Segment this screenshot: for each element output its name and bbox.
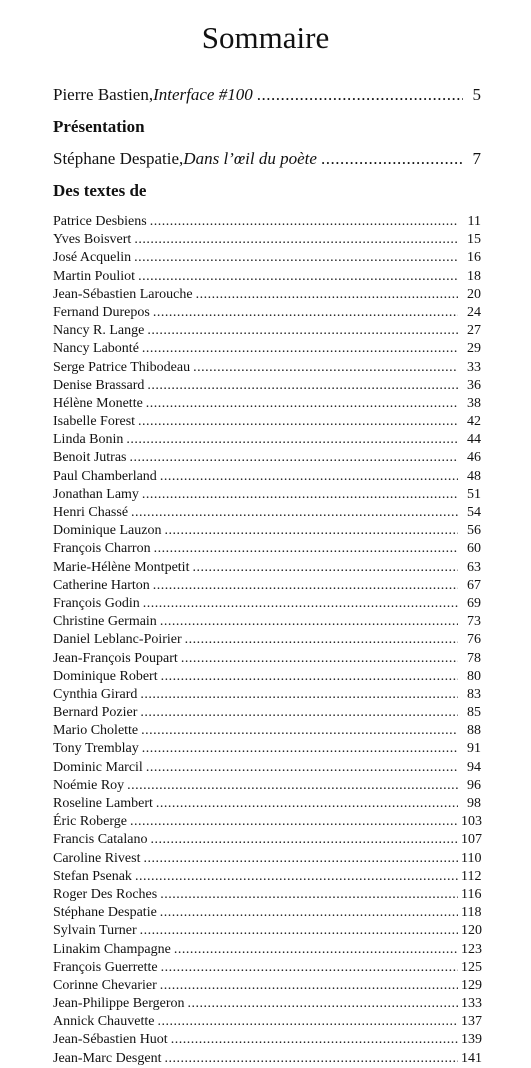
toc-entry: [53, 540, 481, 558]
entry-page-number: 83: [467, 686, 481, 702]
contributor-name: Noémie Roy: [53, 777, 125, 793]
toc-entry: [53, 977, 481, 995]
contributor-name: Roger Des Roches: [53, 886, 158, 902]
dot-leader: [257, 84, 463, 106]
contributor-name: Martin Pouliot: [53, 268, 136, 284]
dot-leader: [138, 413, 458, 431]
entry-page-number: 123: [461, 941, 482, 957]
dot-leader: [185, 631, 458, 649]
toc-entry: [53, 213, 481, 231]
toc-entry: [53, 359, 481, 377]
toc-entry: [53, 886, 481, 904]
toc-entry: [53, 959, 481, 977]
dot-leader: [131, 504, 458, 522]
toc-entry: [53, 813, 481, 831]
contributor-name: Christine Germain: [53, 614, 157, 630]
entry-page-number: 69: [467, 595, 481, 611]
dot-leader: [126, 431, 458, 449]
contributor-name: Roseline Lambert: [53, 796, 153, 811]
dot-leader: [140, 704, 458, 722]
contributor-name: Dominique Lauzon: [53, 523, 162, 539]
section-heading-presentation: Présentation: [53, 117, 145, 136]
toc-entry: [53, 722, 481, 740]
dot-leader: [171, 1031, 458, 1049]
dot-leader: [160, 904, 458, 922]
entry-page-number: 73: [467, 614, 481, 630]
contributor-name: Bernard Pozier: [53, 705, 138, 721]
contributor-name: François Guerrette: [53, 959, 158, 975]
toc-entry: [53, 522, 481, 540]
entry-author: Stéphane Despatie,: [53, 149, 184, 168]
toc-entry: [53, 922, 481, 940]
toc-entry: [53, 468, 481, 486]
entry-page-number: 20: [467, 286, 481, 302]
toc-entry: [53, 595, 481, 613]
entry-page-number: 15: [467, 232, 481, 248]
entry-page-number: 51: [467, 486, 481, 502]
entry-work-title: Interface #100: [153, 85, 253, 104]
entry-author: Pierre Bastien,: [53, 85, 154, 104]
dot-leader: [188, 995, 458, 1013]
dot-leader: [192, 559, 458, 577]
dot-leader: [153, 304, 458, 322]
dot-leader: [143, 595, 458, 613]
toc-entry: [53, 868, 481, 886]
toc-entry: [53, 740, 481, 758]
page-title: Sommaire: [201, 20, 330, 55]
dot-leader: [147, 322, 458, 340]
contributor-name: Caroline Rivest: [53, 850, 141, 866]
contributor-name: Nancy Labonté: [53, 341, 139, 357]
dot-leader: [181, 650, 458, 668]
contributor-name: Annick Chauvette: [53, 1014, 155, 1030]
toc-entry: [53, 486, 481, 504]
dot-leader: [160, 468, 458, 486]
dot-leader: [140, 686, 458, 704]
entry-page-number: 78: [467, 650, 481, 666]
dot-leader: [160, 977, 458, 995]
entry-page-number: 88: [467, 723, 481, 739]
dot-leader: [142, 340, 458, 358]
contributor-name: Nancy R. Lange: [53, 323, 145, 339]
entry-page-number: 33: [467, 359, 481, 375]
entry-page-number: 120: [461, 923, 482, 939]
entry-work-title: Dans l’œil du poète: [183, 149, 317, 168]
contributor-name: Jean-Philippe Bergeron: [53, 996, 185, 1012]
entry-page-number: 44: [467, 432, 481, 448]
dot-leader: [174, 941, 458, 959]
entry-page-number: 11: [467, 214, 481, 229]
contributor-name: Linakim Champagne: [53, 941, 171, 957]
entry-page-number: 67: [467, 577, 481, 593]
toc-entry: [53, 1031, 481, 1049]
entry-page-number: 5: [472, 85, 481, 104]
entry-page-number: 18: [467, 268, 481, 284]
dot-leader: [138, 268, 458, 286]
toc-entry: [53, 941, 481, 959]
toc-entry: [53, 286, 481, 304]
dot-leader: [193, 359, 458, 377]
dot-leader: [147, 377, 458, 395]
contributor-name: François Godin: [53, 595, 140, 611]
toc-entry: [53, 795, 481, 813]
toc-entry: [53, 504, 481, 522]
dot-leader: [164, 522, 458, 540]
toc-entry: [53, 850, 481, 868]
entry-page-number: 7: [472, 149, 481, 168]
toc-entry: [53, 449, 481, 467]
entry-page-number: 85: [467, 705, 481, 721]
contributor-name: José Acquelin: [53, 250, 132, 266]
contributor-name: Daniel Leblanc-Poirier: [53, 632, 182, 648]
toc-entry: [53, 650, 481, 668]
toc-entry: [53, 577, 481, 595]
contributor-name: Francis Catalano: [53, 832, 148, 848]
toc-entry: [53, 322, 481, 340]
contributor-name: Yves Boisvert: [53, 232, 132, 248]
section-heading-textes: Des textes de: [53, 181, 147, 200]
contributor-name: Isabelle Forest: [53, 414, 136, 430]
contributor-name: Sylvain Turner: [53, 923, 137, 939]
entry-page-number: 139: [461, 1032, 482, 1048]
dot-leader: [150, 213, 458, 231]
contributor-name: Dominique Robert: [53, 668, 158, 684]
dot-leader: [127, 777, 458, 795]
contributor-name: Serge Patrice Thibodeau: [53, 359, 191, 375]
contributor-name: Stéphane Despatie: [53, 905, 157, 921]
entry-page-number: 48: [467, 468, 481, 484]
toc-entry: [53, 995, 481, 1013]
contributor-name: Linda Bonin: [53, 432, 124, 448]
dot-leader: [140, 922, 458, 940]
contributor-name: Jonathan Lamy: [53, 486, 139, 502]
contributor-name: Cynthia Girard: [53, 686, 138, 702]
entry-page-number: 116: [461, 886, 482, 902]
contributor-name: Hélène Monette: [53, 395, 143, 411]
dot-leader: [146, 395, 458, 413]
entry-page-number: 91: [467, 741, 481, 757]
entry-page-number: 76: [467, 632, 481, 648]
entry-page-number: 63: [467, 559, 481, 575]
dot-leader: [146, 759, 458, 777]
dot-leader: [141, 722, 458, 740]
entry-page-number: 103: [461, 814, 482, 830]
toc-entry: [53, 759, 481, 777]
entry-page-number: 36: [467, 377, 481, 393]
contributor-name: Marie-Hélène Montpetit: [53, 559, 190, 575]
entry-page-number: 60: [467, 541, 481, 557]
toc-entry: [53, 613, 481, 631]
toc-entry: [53, 231, 481, 249]
toc-entry: [53, 268, 481, 286]
entry-page-number: 94: [467, 759, 481, 775]
dot-leader: [196, 286, 458, 304]
toc-entry: [53, 304, 481, 322]
contributor-name: Jean-Sébastien Larouche: [53, 286, 193, 302]
dot-leader: [164, 1050, 458, 1068]
dot-leader: [150, 831, 458, 849]
entry-page-number: 133: [461, 996, 482, 1012]
dot-leader: [134, 231, 458, 249]
toc-entry: [53, 1013, 481, 1031]
dot-leader: [154, 540, 458, 558]
contributor-name: Jean-François Poupart: [53, 650, 178, 666]
entry-page-number: 24: [467, 304, 481, 320]
dot-leader: [160, 886, 458, 904]
toc-entry: [53, 777, 481, 795]
toc-entry-presentation: [53, 148, 481, 170]
toc-entry: [53, 377, 481, 395]
entry-page-number: 107: [461, 832, 482, 848]
entry-page-number: 125: [461, 959, 482, 975]
dot-leader: [161, 668, 458, 686]
contributor-name: Mario Cholette: [53, 723, 139, 739]
entry-page-number: 118: [461, 905, 482, 921]
contributor-name: Dominic Marcil: [53, 759, 143, 775]
entry-page-number: 112: [461, 868, 482, 884]
toc-entry: [53, 1050, 481, 1068]
contributor-name: Paul Chamberland: [53, 468, 157, 484]
dot-leader: [142, 486, 458, 504]
entry-page-number: 29: [467, 341, 481, 357]
toc-entry: [53, 668, 481, 686]
entry-page-number: 141: [461, 1050, 482, 1066]
dot-leader: [142, 740, 458, 758]
entry-page-number: 54: [467, 505, 481, 520]
dot-leader: [135, 868, 458, 886]
dot-leader: [161, 959, 458, 977]
toc-entry: [53, 704, 481, 722]
contributor-name: Corinne Chevarier: [53, 977, 157, 993]
entry-page-number: 42: [467, 414, 481, 430]
entry-page-number: 56: [467, 523, 481, 539]
contributor-list: [53, 213, 481, 1068]
dot-leader: [157, 1013, 458, 1031]
contributor-name: Denise Brassard: [53, 377, 145, 393]
toc-entry: [53, 395, 481, 413]
toc-entry: [53, 559, 481, 577]
entry-page-number: 16: [467, 250, 481, 266]
entry-page-number: 96: [467, 777, 481, 793]
dot-leader: [153, 577, 458, 595]
contributor-name: Jean-Sébastien Huot: [53, 1032, 168, 1048]
dot-leader: [134, 249, 458, 267]
entry-page-number: 98: [467, 796, 481, 811]
toc-entry: [53, 340, 481, 358]
entry-page-number: 110: [461, 850, 482, 866]
contributor-name: Patrice Desbiens: [53, 214, 147, 229]
dot-leader: [144, 850, 459, 868]
dot-leader: [156, 795, 458, 813]
toc-entry-interface: [53, 84, 481, 106]
dot-leader: [130, 813, 458, 831]
contributor-name: Fernand Durepos: [53, 304, 150, 320]
dot-leader: [130, 449, 459, 467]
contributor-name: Stefan Psenak: [53, 868, 132, 884]
entry-page-number: 137: [461, 1014, 482, 1030]
entry-page-number: 46: [467, 450, 481, 466]
entry-page-number: 27: [467, 323, 481, 339]
contributor-name: Tony Tremblay: [53, 741, 139, 757]
contributor-name: Catherine Harton: [53, 577, 150, 593]
dot-leader: [160, 613, 458, 631]
toc-entry: [53, 413, 481, 431]
toc-entry: [53, 631, 481, 649]
contributor-name: Jean-Marc Desgent: [53, 1050, 162, 1066]
contributor-name: Henri Chassé: [53, 505, 129, 520]
toc-entry: [53, 686, 481, 704]
contributor-name: Éric Roberge: [53, 814, 127, 830]
entry-page-number: 80: [467, 668, 481, 684]
entry-page-number: 129: [461, 977, 482, 993]
entry-page-number: 38: [467, 395, 481, 411]
dot-leader: [321, 148, 463, 170]
toc-entry: [53, 249, 481, 267]
contributor-name: François Charron: [53, 541, 151, 557]
contributor-name: Benoit Jutras: [53, 450, 127, 466]
toc-entry: [53, 431, 481, 449]
toc-entry: [53, 904, 481, 922]
toc-entry: [53, 831, 481, 849]
